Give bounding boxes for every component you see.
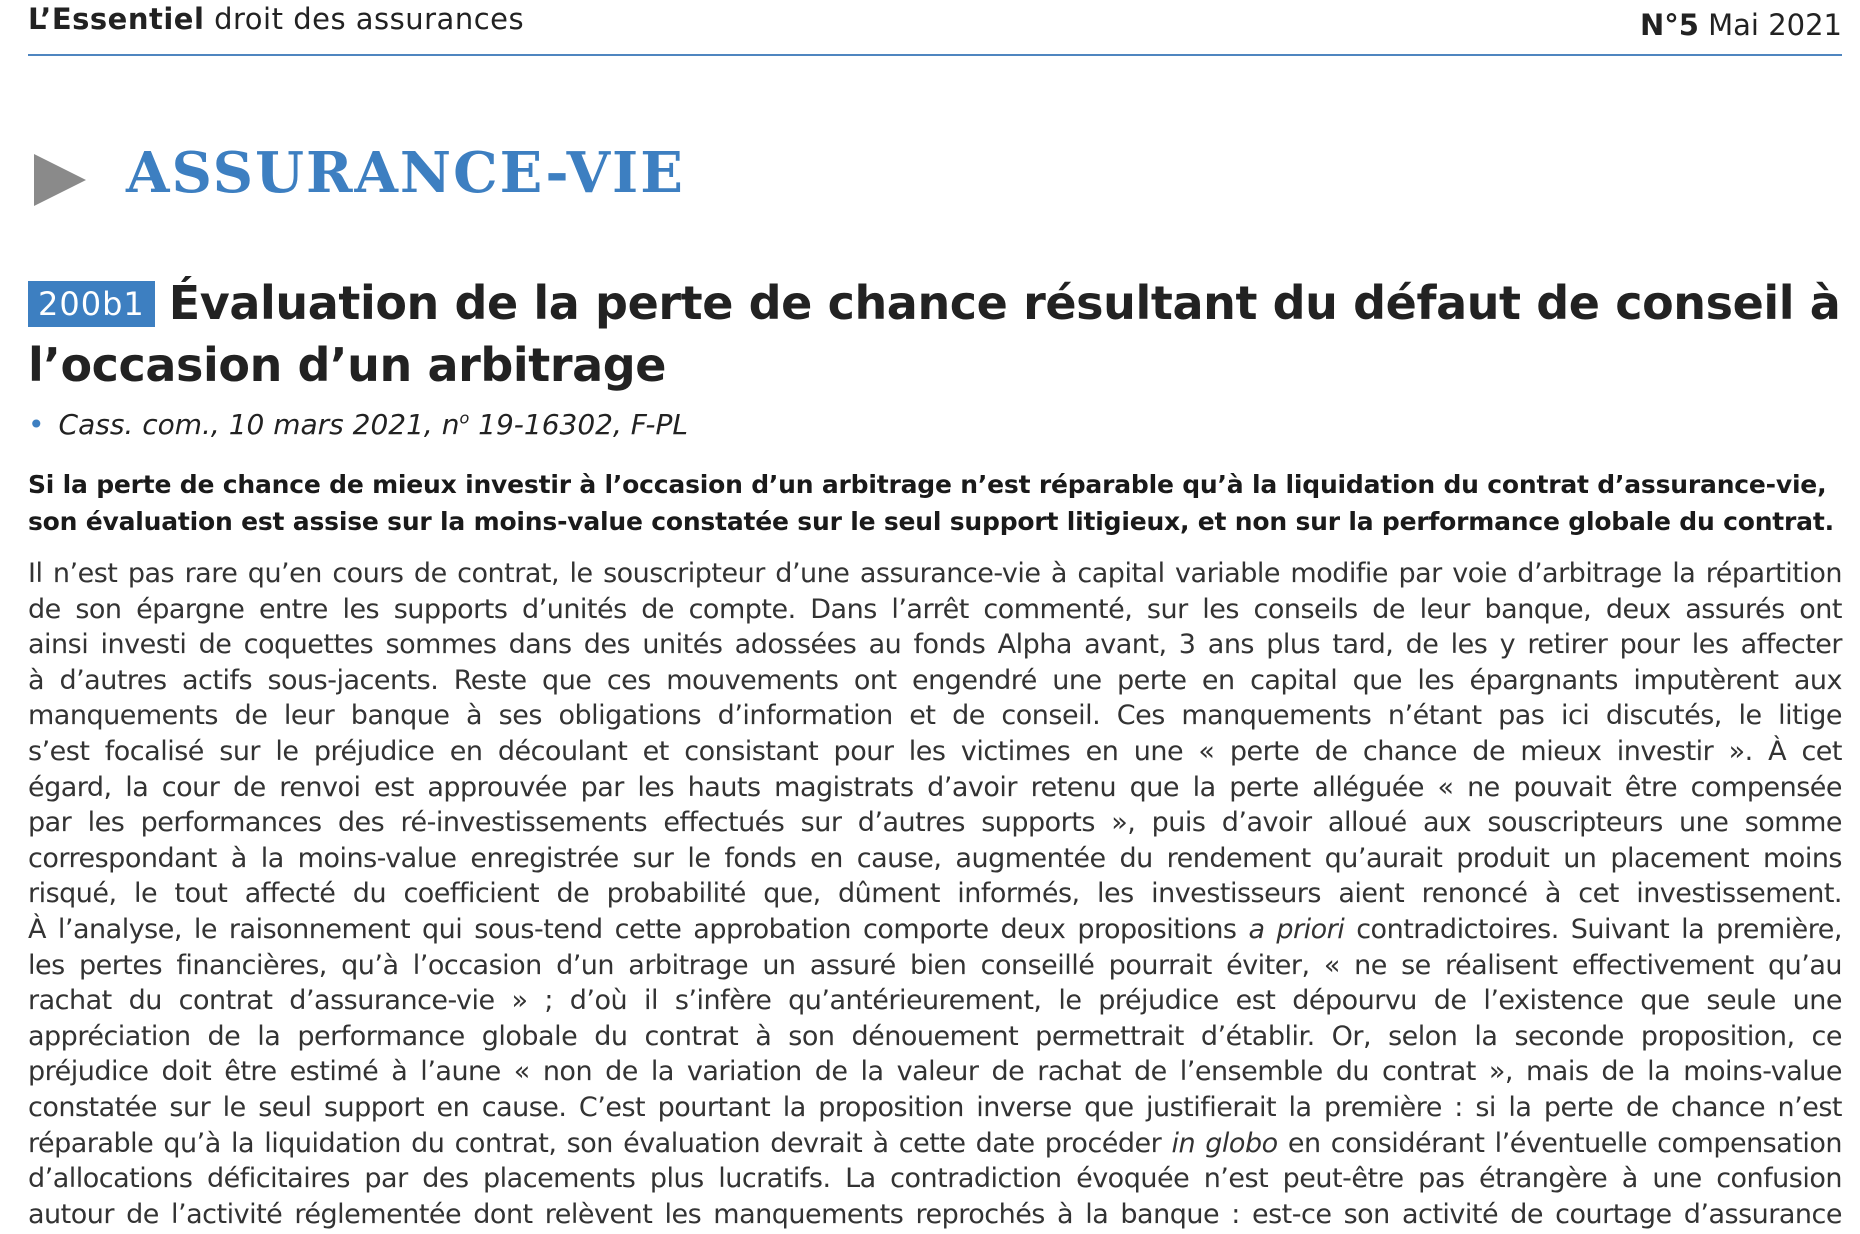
body-text: contradictoires. Suivant la première, [1344, 913, 1842, 945]
body-text: en considérant l’éventuelle compensation [1277, 1127, 1843, 1159]
publication-name [28, 2, 524, 36]
article-title: Évaluation de la perte de chance résultant du défaut de conseil à l’occasion d’un arbitrage [28, 276, 1841, 392]
body-line: les pertes financières, qu’à l’occasion d’un arbitrage un assuré bien conseillé pourrait éviter, « ne se réalisent effectivement qu’au [28, 949, 1842, 981]
body-line: de son épargne entre les supports d’unités de compte. Dans l’arrêt commenté, sur les conseils de leur banque, deux assurés ont [28, 593, 1842, 625]
body-line: risqué, le tout affecté du coefficient de probabilité que, dûment informés, les investisseurs aient renoncé à cet investissement. [28, 878, 1842, 910]
body-line: autour de l’activité réglementée dont relèvent les manquements reprochés à la banque : est-ce son activité de courtage d’assurance [28, 1198, 1842, 1230]
publication-name-bold: L’Essentiel [28, 2, 205, 36]
article-lead: Si la perte de chance de mieux investir à l’occasion d’un arbitrage n’est réparable qu’à la liquidation du contrat d’assurance-vie, son évaluation est assise sur la moins-value constatée sur le seul support litigieux, et non sur la performance globale du contrat. [28, 470, 1834, 536]
body-line [28, 912, 1842, 948]
body-line: égard, la cour de renvoi est approuvée par les hauts magistrats d’avoir retenu que la perte alléguée « ne pouvait être compensée [28, 771, 1842, 803]
play-triangle-icon [34, 154, 86, 206]
section-title: ASSURANCE-VIE [126, 140, 685, 206]
body-line: d’allocations déficitaires par des placements plus lucratifs. La contradiction évoquée n’est peut-être pas étrangère à une confusion [28, 1163, 1842, 1195]
body-line: correspondant à la moins-value enregistrée sur le fonds en cause, augmentée du rendement qu’aurait produit un placement moins [28, 842, 1842, 874]
body-line: préjudice doit être estimé à l’aune « non de la variation de la valeur de rachat de l’ensemble du contrat », mais de la moins-value [28, 1056, 1842, 1088]
case-reference [28, 408, 688, 441]
case-reference-sup: o [459, 408, 470, 428]
body-line: constatée sur le seul support en cause. C’est pourtant la proposition inverse que justifierait la première : si la perte de chance n’est [28, 1091, 1842, 1123]
article-body [28, 556, 1842, 1232]
body-text: réparable qu’à la liquidation du contrat, son évaluation devrait à cette date procéder [28, 1127, 1172, 1159]
body-line: Il n’est pas rare qu’en cours de contrat, le souscripteur d’une assurance-vie à capital variable modifie par voie d’arbitrage la répartition [28, 558, 1842, 589]
body-line: s’est focalisé sur le préjudice en découlant et consistant pour les victimes en une « perte de chance de mieux investir ». À cet [28, 735, 1842, 767]
body-text: À l’analyse, le raisonnement qui sous-tend cette approbation comporte deux propositions [28, 913, 1249, 945]
issue-number-bold: N°5 [1639, 8, 1699, 42]
case-reference-number: 19-16302, F-PL [469, 408, 688, 441]
case-reference-text: Cass. com., 10 mars 2021, n [58, 408, 460, 441]
bullet-icon: • [28, 408, 45, 441]
issue-date: Mai 2021 [1698, 8, 1842, 42]
body-line: rachat du contrat d’assurance-vie » ; d’où il s’infère qu’antérieurement, le préjudice est dépourvu de l’existence que seule une [28, 985, 1842, 1017]
body-italic: a priori [1248, 913, 1345, 945]
body-line [28, 1126, 1842, 1162]
publication-name-rest: droit des assurances [204, 2, 525, 36]
body-line: ainsi investi de coquettes sommes dans des unités adossées au fonds Alpha avant, 3 ans plus tard, de les y retirer pour les affecter [28, 629, 1842, 661]
article-number-badge: 200b1 [28, 281, 155, 327]
body-line: à d’autres actifs sous-jacents. Reste que ces mouvements ont engendré une perte en capital que les épargnants imputèrent aux [28, 664, 1842, 696]
body-line: manquements de leur banque à ses obligations d’information et de conseil. Ces manquements n’étant pas ici discutés, le litige [28, 700, 1842, 732]
page-header [28, 0, 1842, 56]
issue-number [1640, 8, 1842, 42]
article-title-block [28, 272, 1842, 396]
body-line: appréciation de la performance globale du contrat à son dénouement permettrait d’établir. Or, selon la seconde proposition, ce [28, 1020, 1842, 1052]
body-line: par les performances des ré-investissements effectués sur d’autres supports », puis d’avoir alloué aux souscripteurs une somme [28, 807, 1842, 839]
body-italic: in globo [1171, 1127, 1278, 1159]
